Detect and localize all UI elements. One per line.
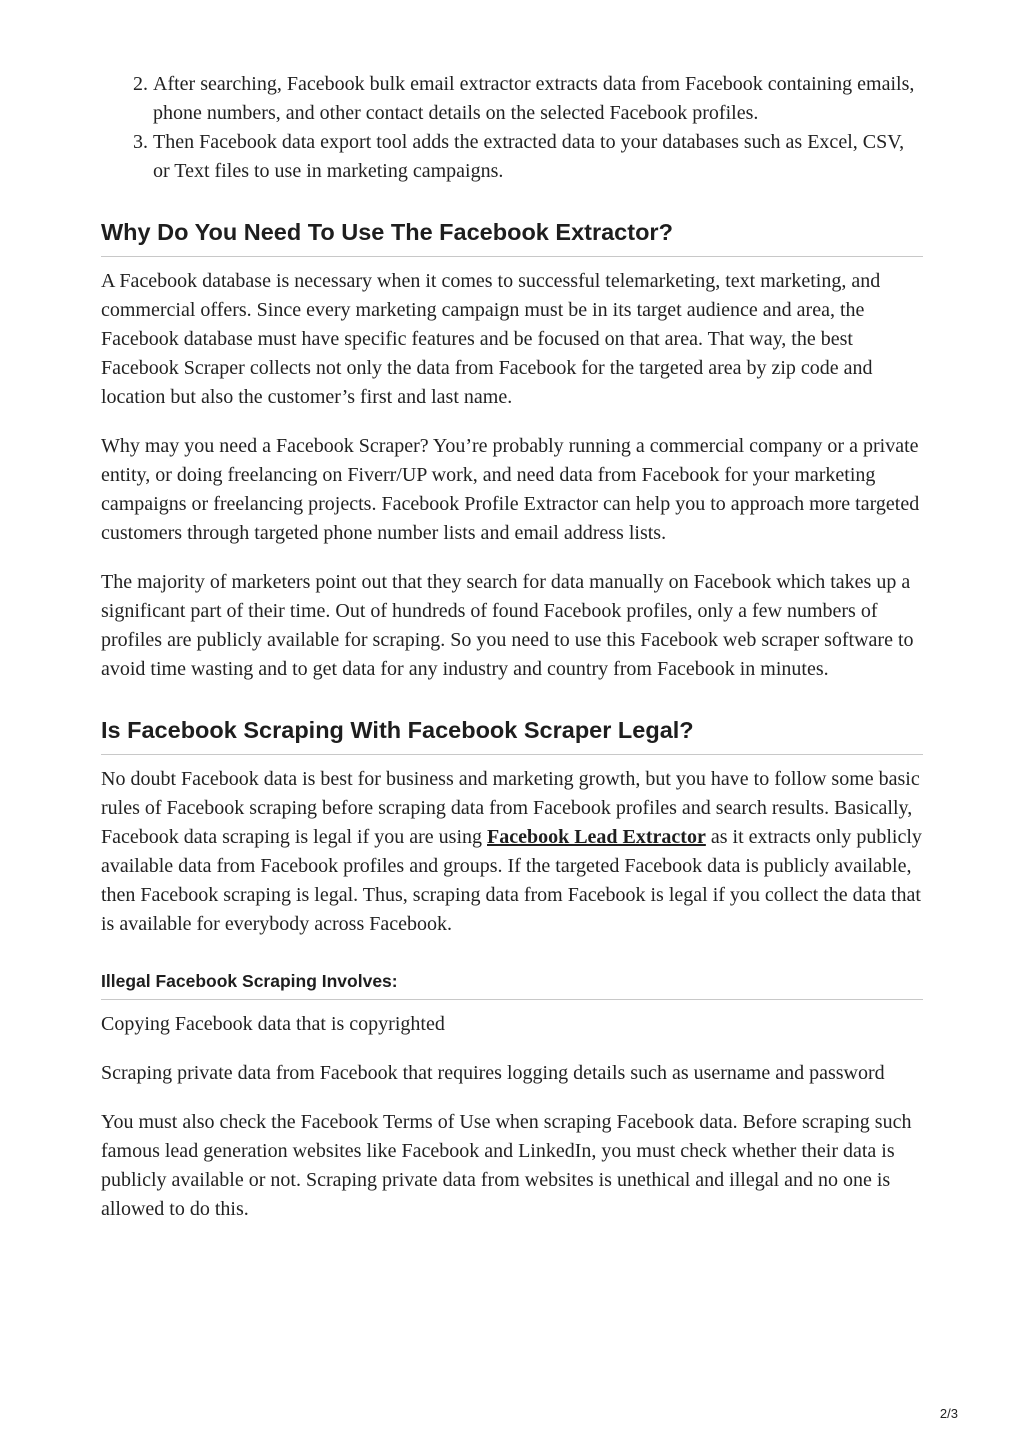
list-item: 3. Then Facebook data export tool adds the extracted data to your databases such as Excel, CSV, or Text files to use in marketing campaigns.	[153, 128, 923, 186]
section-heading-legal: Is Facebook Scraping With Facebook Scraper Legal?	[101, 715, 923, 755]
paragraph-text: as it extracts only publicly available data from Facebook profiles and groups. If the targeted Facebook data is publicly available, then Facebook scraping is legal. Thus, scraping data from Facebook is legal if you collect the data that is available for everybody across Facebook.	[101, 826, 922, 935]
paragraph: Why may you need a Facebook Scraper? You’re probably running a commercial company or a private entity, or doing freelancing on Fiverr/UP work, and need data from Facebook for your marketing campaigns or freelancing projects. Facebook Profile Extractor can help you to approach more targeted customers through targeted phone number lists and email address lists.	[101, 435, 920, 544]
facebook-lead-extractor-link[interactable]: Facebook Lead Extractor	[487, 826, 706, 848]
paragraph: The majority of marketers point out that they search for data manually on Facebook which takes up a significant part of their time. Out of hundreds of found Facebook profiles, only a few numbers of profiles are publicly available for scraping. So you need to use this Facebook web scraper software to avoid time wasting and to get data for any industry and country from Facebook in minutes.	[101, 571, 914, 680]
subsection-heading-illegal: Illegal Facebook Scraping Involves:	[101, 969, 923, 1000]
paragraph: Scraping private data from Facebook that requires logging details such as username and password	[101, 1062, 885, 1084]
paragraph: Copying Facebook data that is copyrighted	[101, 1013, 445, 1035]
paragraph: You must also check the Facebook Terms of Use when scraping Facebook data. Before scraping such famous lead generation websites like Facebook and LinkedIn, you must check whether their data is publicly available or not. Scraping private data from websites is unethical and illegal and no one is allowed to do this.	[101, 1111, 912, 1220]
section-heading-why: Why Do You Need To Use The Facebook Extractor?	[101, 217, 923, 257]
paragraph: A Facebook database is necessary when it comes to successful telemarketing, text marketing, and commercial offers. Since every marketing campaign must be in its target audience and area, the Facebook database must have specific features and be focused on that area. That way, the best Facebook Scraper collects not only the data from Facebook for the targeted area by zip code and location but also the customer’s first and last name.	[101, 270, 881, 408]
list-item: 2. After searching, Facebook bulk email extractor extracts data from Facebook containing emails, phone numbers, and other contact details on the selected Facebook profiles.	[153, 70, 923, 128]
paragraph-text: No doubt Facebook data is best for business and marketing growth, but you have to follow some basic rules of Facebook scraping before scraping data from Facebook profiles and search results. Basically, Facebook data scraping is legal if you are using	[101, 768, 920, 848]
document-page	[101, 70, 923, 1224]
paragraph	[101, 765, 923, 939]
page-number: 2/3	[939, 1406, 958, 1421]
steps-list	[101, 70, 923, 186]
